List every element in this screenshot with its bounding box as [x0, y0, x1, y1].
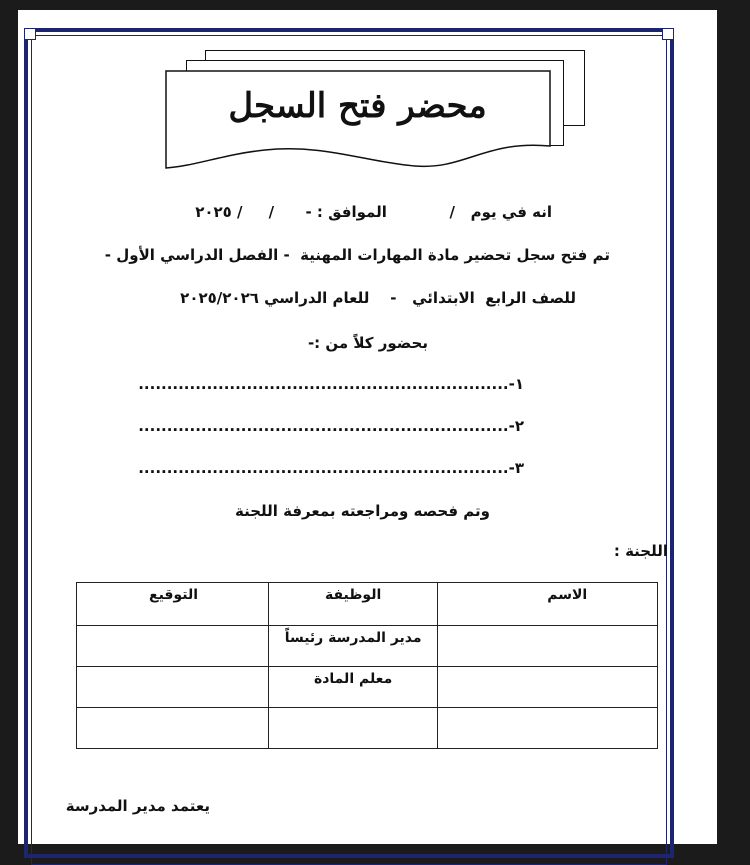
attendee-field-2: ٢-................................................................. [138, 417, 524, 435]
viewer-background [717, 0, 750, 844]
border-corner-ornament [24, 28, 36, 40]
cell-job: معلم المادة [268, 667, 438, 708]
header-name: الاسم [438, 583, 658, 626]
page-title: محضر فتح السجل [228, 86, 487, 126]
cell-signature [77, 708, 269, 749]
cell-name [438, 708, 658, 749]
committee-label: اللجنة : [613, 542, 668, 560]
date-line: انه في يوم / الموافق : - / / ٢٠٢٥ [195, 203, 552, 221]
cell-job: مدير المدرسة رئيساً [268, 626, 438, 667]
approval-line: يعتمد مدير المدرسة [65, 797, 210, 815]
cell-signature [77, 667, 269, 708]
table-row [77, 626, 658, 667]
attendee-field-1: ١-................................................................. [138, 375, 524, 393]
subject-line: تم فتح سجل تحضير مادة المهارات المهنية - الفصل الدراسي الأول - [104, 246, 610, 264]
grade-line: للصف الرابع الابتدائي - للعام الدراسي ٢٠٢٥/٢٠٢٦ [180, 289, 576, 307]
attendance-line: بحضور كلاً من :- [307, 334, 428, 352]
committee-table [76, 582, 658, 749]
table-row [77, 708, 658, 749]
header-job: الوظيفة [268, 583, 438, 626]
cell-name [438, 667, 658, 708]
review-line: وتم فحصه ومراجعته بمعرفة اللجنة [234, 502, 490, 520]
cell-job [268, 708, 438, 749]
header-signature: التوقيع [77, 583, 269, 626]
border-corner-ornament [662, 28, 674, 40]
cell-signature [77, 626, 269, 667]
attendee-field-3: ٣-................................................................. [138, 459, 524, 477]
table-header-row [77, 583, 658, 626]
cell-name [438, 626, 658, 667]
table-row [77, 667, 658, 708]
